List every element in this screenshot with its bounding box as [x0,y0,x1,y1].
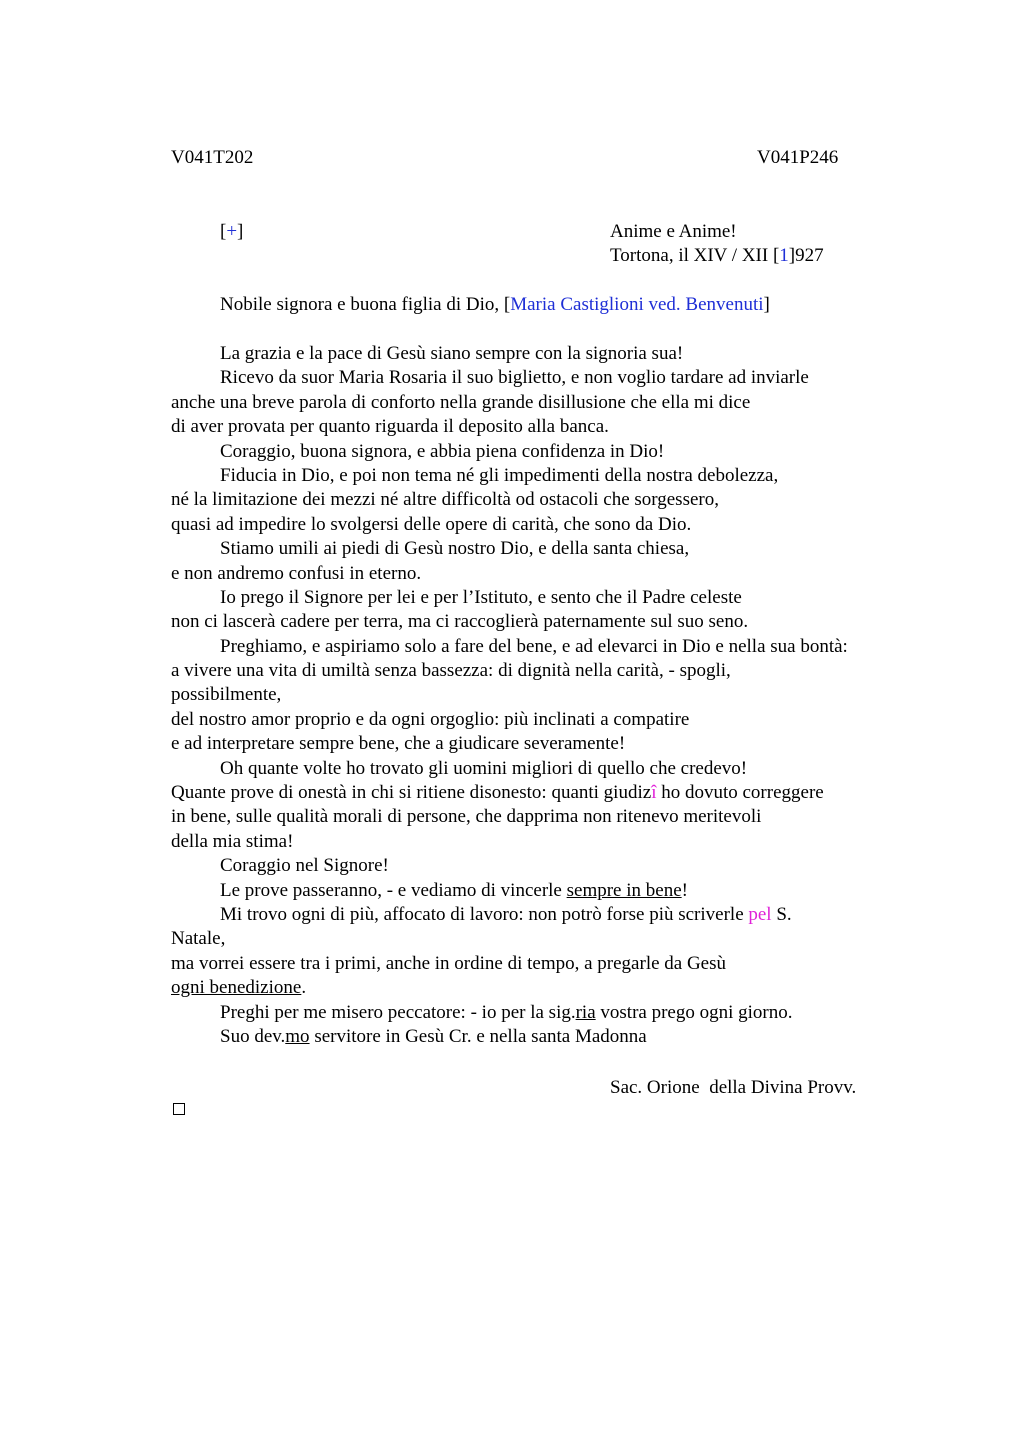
body-line: Ricevo da suor Maria Rosaria il suo biglietto, e non voglio tardare ad inviarle [220,367,809,389]
plus-link[interactable]: + [226,221,238,242]
body-line: Oh quante volte ho trovato gli uomini migliori di quello che credevo! [220,757,748,779]
body-line: ma vorrei essere tra i primi, anche in ordine di tempo, a pregarle da Gesù [171,952,727,974]
line-part: ! [681,879,688,901]
line-part: servitore in Gesù Cr. e nella santa Madonna [309,1025,647,1047]
left-code: V041T202 [171,147,254,168]
end-marker-icon [173,1103,185,1115]
body-line [171,1001,931,1025]
body-line [171,976,931,1000]
body-line: Preghiamo, e aspiriamo solo a fare del bene, e ad elevarci in Dio e nella sua bontà: [220,635,848,657]
body-line: anche una breve parola di conforto nella grande disillusione che ella mi dice [171,391,751,413]
body-line: del nostro amor proprio e da ogni orgoglio: più inclinati a compatire [171,708,690,730]
date-prefix: Tortona, il XIV / XII [ [610,245,780,266]
body-line: La grazia e la pace di Gesù siano sempre con la signoria sua! [220,343,684,364]
body-line: a vivere una vita di umiltà senza bassezza: di dignità nella carità, - spogli, [171,660,731,682]
body-line: Coraggio, buona signora, e abbia piena confidenza in Dio! [220,440,665,462]
body-line: quasi ad impedire lo svolgersi delle opere di carità, che sono da Dio. [171,513,692,535]
underlined-abbrev: ria [575,1001,596,1023]
body-line: possibilmente, [171,684,282,706]
line-part: . [301,977,307,999]
body-line: Coraggio nel Signore! [220,855,389,877]
body-line: né la limitazione dei mezzi né altre difficoltà od ostacoli che sorgessero, [171,489,719,511]
body-line [171,1025,931,1049]
letter-body [171,342,931,1049]
date-suffix: ]927 [788,245,824,266]
highlighted-letter: î [651,782,657,804]
right-code: V041P246 [757,147,839,168]
highlighted-word: pel [748,903,772,925]
body-line: Fiducia in Dio, e poi non tema né gli impedimenti della nostra debolezza, [220,464,779,486]
body-line: non ci lascerà cadere per terra, ma ci raccoglierà paternamente sul suo seno. [171,611,749,633]
line-part: Preghi per me misero peccatore: - io per la sig. [220,1001,576,1023]
body-line [171,879,931,903]
body-line: in bene, sulle qualità morali di persone, che dapprima non ritenevo meritevoli [171,806,762,828]
letter-title: Anime e Anime! [610,221,737,242]
body-line: Io prego il Signore per lei e per l’Istituto, e sento che il Padre celeste [220,586,742,608]
underlined-phrase: ogni benedizione [171,977,302,999]
underlined-abbrev: mo [285,1025,310,1047]
body-line: e ad interpretare sempre bene, che a giudicare severamente! [171,733,626,755]
cross-mark [220,220,243,244]
line-part: Le prove passeranno, - e vediamo di vincerle [220,879,567,901]
bracket-open: [ [220,221,227,242]
salutation-close: ] [763,294,770,315]
line-part: vostra prego ogni giorno. [595,1001,793,1023]
line-part: ho dovuto correggere [656,782,824,804]
body-line: e non andremo confusi in eterno. [171,562,422,584]
underlined-phrase: sempre in bene [566,879,682,901]
body-line: Natale, [171,928,226,950]
line-part: Mi trovo ogni di più, affocato di lavoro: non potrò forse più scriverle [220,903,749,925]
signature: Sac. Orione della Divina Provv. [610,1077,857,1098]
body-line: della mia stima! [171,830,294,852]
bracket-close: ] [237,221,244,242]
body-line [171,781,931,805]
line-part: Suo dev. [220,1025,286,1047]
body-line [171,903,931,927]
date-digit-link[interactable]: 1 [779,245,789,266]
salutation-text: Nobile signora e buona figlia di Dio, [ [220,294,511,315]
letter-date [610,244,824,268]
line-part: Quante prove di onestà in chi si ritiene disonesto: quanti giudiz [171,782,652,804]
salutation [220,293,770,317]
line-part: S. [771,903,792,925]
body-line: di aver provata per quanto riguarda il deposito alla banca. [171,416,609,438]
recipient-name-link[interactable]: Maria Castiglioni ved. Benvenuti [510,294,764,315]
body-line: Stiamo umili ai piedi di Gesù nostro Dio, e della santa chiesa, [220,538,690,560]
